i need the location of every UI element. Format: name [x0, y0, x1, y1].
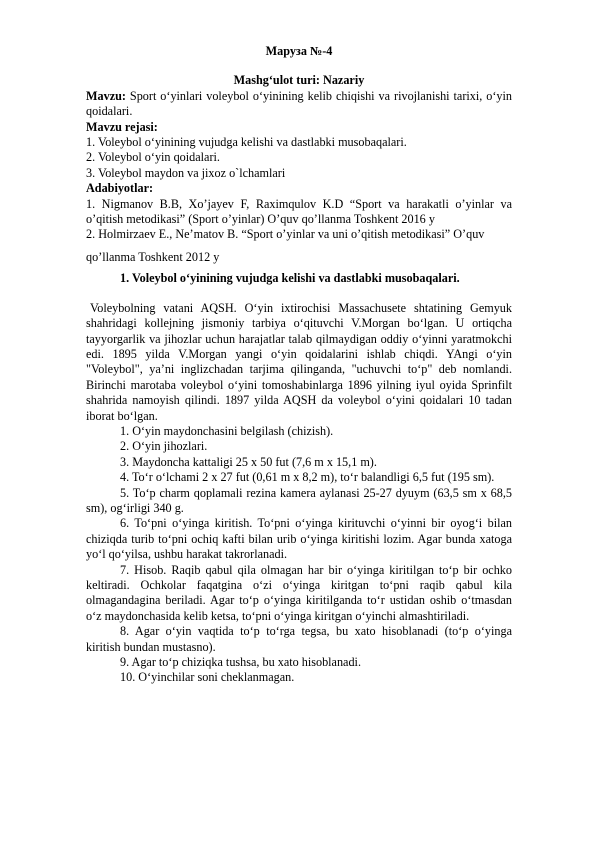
lesson-type: Mashg‘ulot turi: Nazariy — [233, 73, 365, 88]
topic-paragraph — [86, 89, 512, 120]
section-heading: 1. Voleybol o‘yinining vujudga kelishi va dastlabki musobaqalari. — [120, 271, 460, 286]
rule-item: 6. To‘pni o‘yinga kiritish. To‘pni o‘yinga kirituvchi o‘yinni bir oyog‘i bilan chiziqda turib to‘pni ochiq kafti bilan urib o‘yinga kiritishi lozim. Agar bunda xatoga yo‘l qo‘yilsa, ushbu harakat takrorlanadi. — [86, 516, 512, 562]
rule-item: 4. To‘r o‘lchami 2 x 27 fut (0,61 m x 8,2 m), to‘r balandligi 6,5 fut (195 sm). — [120, 470, 495, 485]
plan-label: Mavzu rejasi: — [86, 119, 158, 134]
rule-item: 10. O‘yinchilar soni cheklanmagan. — [120, 670, 295, 685]
rule-item: 3. Maydoncha kattaligi 25 x 50 fut (7,6 m x 15,1 m). — [120, 454, 377, 469]
document-page — [86, 44, 512, 686]
plan-item: 1. Voleybol o‘yinining vujudga kelishi va dastlabki musobaqalari. — [86, 135, 407, 150]
literature-item: 2. Holmirzaev E., Ne’matov B. “Sport o’yinlar va uni o’qitish metodikasi” O’quv — [86, 227, 485, 242]
plan-item: 3. Voleybol maydon va jixoz o`lchamlari — [86, 165, 286, 180]
literature-item: qo’llanma Toshkent 2012 y — [86, 249, 220, 264]
topic-text: Sport o‘yinlari voleybol o‘yinining kelib chiqishi va rivojlanishi tarixi, o‘yin qoidalari. — [86, 88, 512, 119]
rule-item: 7. Hisob. Raqib qabul qila olmagan har bir o‘yinga kiritilgan to‘p bir ochko keltiradi. Ochkolar faqatgina o‘zi o‘yinga kiritgan to‘pni raqib qabul kila olmagandagina beriladi. Agar to‘p o‘yinga kiritilganda to‘r ustidan oshib o‘tmasdan o‘z maydonchasida kelib ketsa, to‘pni o‘yinga kiritgan o‘yinchi almashtiriladi. — [86, 562, 512, 623]
rule-item: 5. To‘p charm qoplamali rezina kamera aylanasi 25-27 dyuym (63,5 sm x 68,5 sm), og‘irligi 340 g. — [86, 485, 512, 515]
plan-item: 2. Voleybol o‘yin qoidalari. — [86, 150, 220, 165]
literature-label: Adabiyotlar: — [86, 181, 154, 196]
rule-item: 8. Agar o‘yin vaqtida to‘p to‘rga tegsa, bu xato hisoblanadi (to‘p o‘yinga kiritish bundan mustasno). — [86, 624, 512, 654]
rule-item: 1. O‘yin maydonchasini belgilash (chizish). — [120, 423, 334, 438]
topic-label: Mavzu: — [86, 88, 126, 103]
intro-paragraph: Voleybolning vatani AQSH. O‘yin ixtirochisi Massachusete shtatining Gemyuk shahridagi kollejning jismoniy tarbiya o‘qituvchi V.Morgan bo‘lgan. U ortiqcha tayyorgarlik va jihozlar uchun harajatlar talab qilmaydigan oddiy o‘yinni yaratmokchi edi. 1895 yilda V.Morgan yangi o‘yin qoidalarini ishlab chiqdi. YAngi o‘yin "Voleybol", ya’ni inglizchadan tarjima qilinganda, "uchuvchi to‘p" deb nomlandi. Birinchi marotaba voleybol o‘yini tomoshabinlarga 1896 yilning iyul oyida Sprinfilt shahrida namoyish qilindi. 1897 yilda AQSH da voleybol o‘yini qoidalari 10 tadan iborat bo‘lgan. — [86, 300, 512, 423]
literature-item: 1. Nigmanov B.B, Xo’jayev F, Raximqulov K.D “Sport va harakatli o’yinlar va o’qitish metodikasi” (Sport o’yinlar) O’quv qo’llanma Toshkent 2016 y — [86, 196, 512, 227]
lecture-title: Маруза №-4 — [265, 44, 333, 58]
rule-item: 9. Agar to‘p chiziqka tushsa, bu xato hisoblanadi. — [120, 655, 361, 670]
rule-item: 2. O‘yin jihozlari. — [120, 439, 208, 454]
